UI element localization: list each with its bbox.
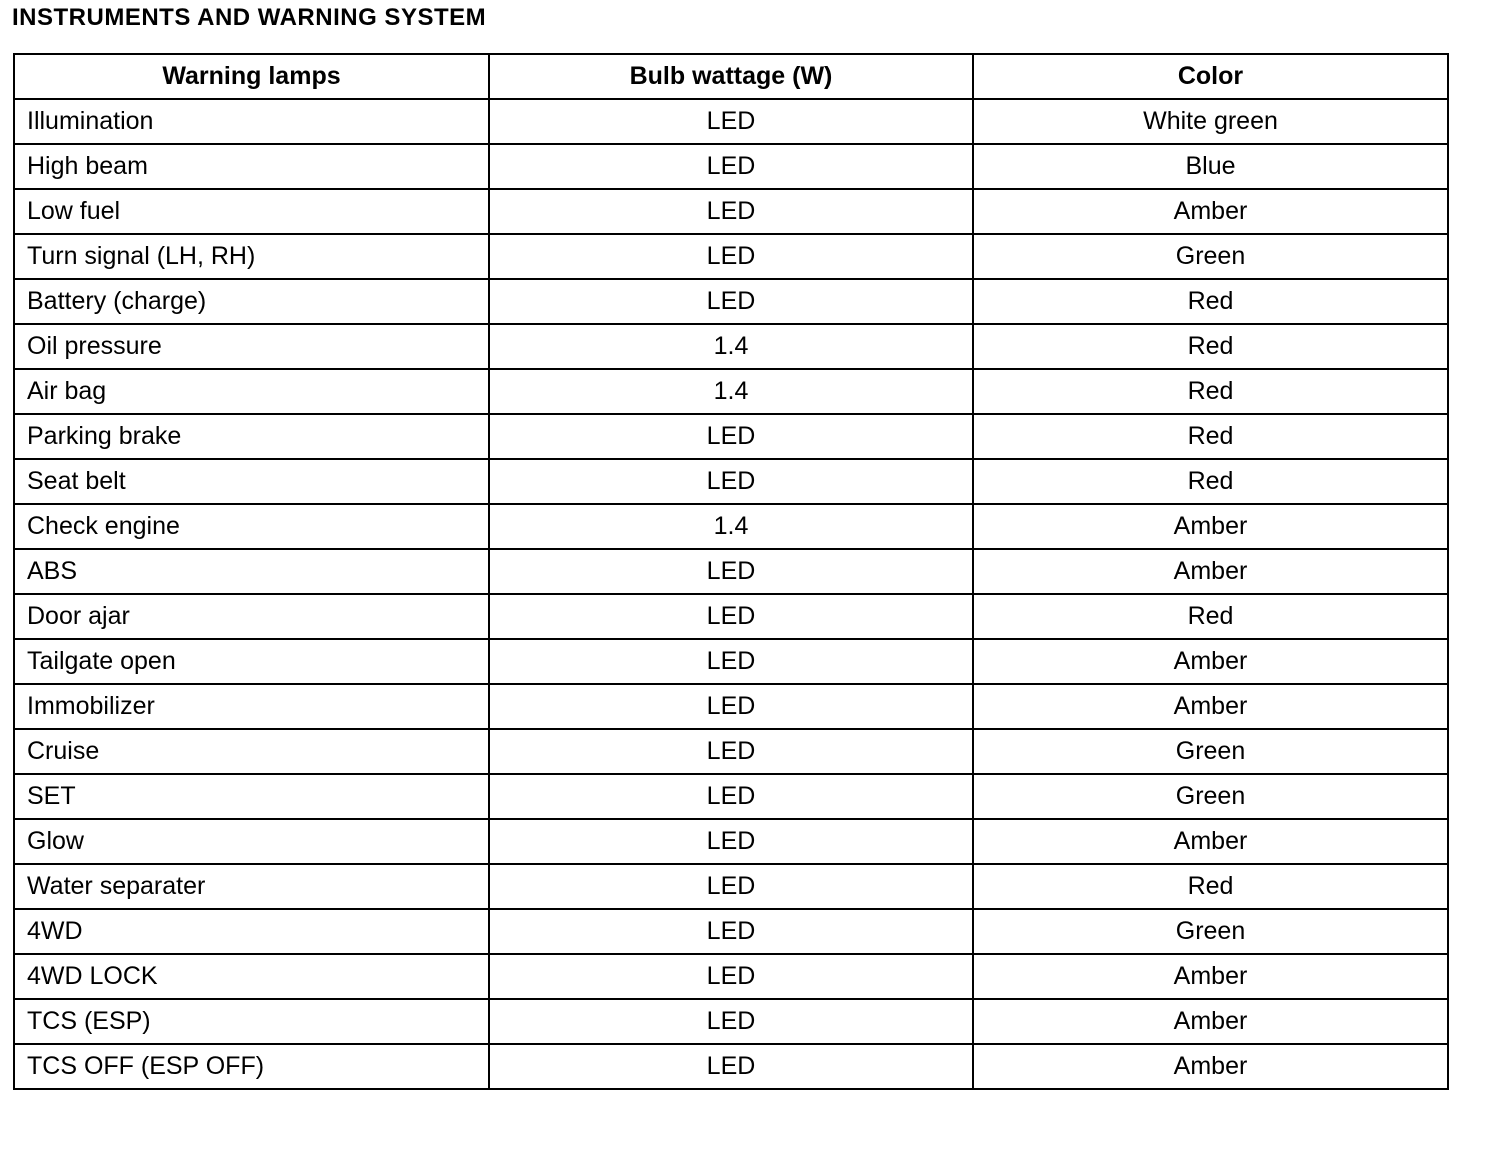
color-cell: Amber [973, 684, 1448, 729]
color-cell: Green [973, 774, 1448, 819]
lamp-name-cell: Water separater [14, 864, 489, 909]
color-cell: White green [973, 99, 1448, 144]
lamp-name-cell: Low fuel [14, 189, 489, 234]
color-cell: Amber [973, 1044, 1448, 1089]
bulb-wattage-cell: LED [489, 639, 973, 684]
lamp-name-cell: Glow [14, 819, 489, 864]
table-row [14, 414, 1448, 459]
bulb-wattage-cell: LED [489, 234, 973, 279]
bulb-wattage-cell: LED [489, 279, 973, 324]
bulb-wattage-cell: LED [489, 594, 973, 639]
color-cell: Amber [973, 954, 1448, 999]
lamp-name-cell: High beam [14, 144, 489, 189]
lamp-name-cell: Check engine [14, 504, 489, 549]
table-row [14, 144, 1448, 189]
table-row [14, 729, 1448, 774]
color-cell: Red [973, 324, 1448, 369]
lamp-name-cell: TCS OFF (ESP OFF) [14, 1044, 489, 1089]
color-cell: Green [973, 234, 1448, 279]
bulb-wattage-cell: LED [489, 774, 973, 819]
table-row [14, 909, 1448, 954]
table-row [14, 684, 1448, 729]
color-cell: Red [973, 279, 1448, 324]
bulb-wattage-cell: LED [489, 729, 973, 774]
lamp-name-cell: Immobilizer [14, 684, 489, 729]
table-row [14, 324, 1448, 369]
table-row [14, 1044, 1448, 1089]
lamp-name-cell: 4WD LOCK [14, 954, 489, 999]
table-row [14, 279, 1448, 324]
lamp-name-cell: Turn signal (LH, RH) [14, 234, 489, 279]
lamp-name-cell: Air bag [14, 369, 489, 414]
lamp-name-cell: Illumination [14, 99, 489, 144]
bulb-wattage-cell: LED [489, 864, 973, 909]
bulb-wattage-cell: LED [489, 99, 973, 144]
lamp-name-cell: Seat belt [14, 459, 489, 504]
bulb-wattage-cell: LED [489, 909, 973, 954]
color-cell: Green [973, 729, 1448, 774]
bulb-wattage-cell: LED [489, 189, 973, 234]
table-row [14, 774, 1448, 819]
color-cell: Amber [973, 639, 1448, 684]
lamp-name-cell: ABS [14, 549, 489, 594]
color-cell: Amber [973, 819, 1448, 864]
table-row [14, 234, 1448, 279]
bulb-wattage-cell: LED [489, 954, 973, 999]
bulb-wattage-cell: LED [489, 1044, 973, 1089]
warning-lamps-table [13, 53, 1449, 1090]
lamp-name-cell: Tailgate open [14, 639, 489, 684]
color-cell: Red [973, 864, 1448, 909]
color-cell: Amber [973, 549, 1448, 594]
color-cell: Red [973, 414, 1448, 459]
table-row [14, 549, 1448, 594]
header-bulb-wattage: Bulb wattage (W) [489, 54, 973, 99]
table-row [14, 639, 1448, 684]
bulb-wattage-cell: LED [489, 144, 973, 189]
color-cell: Blue [973, 144, 1448, 189]
color-cell: Red [973, 369, 1448, 414]
color-cell: Green [973, 909, 1448, 954]
color-cell: Amber [973, 999, 1448, 1044]
bulb-wattage-cell: LED [489, 684, 973, 729]
color-cell: Amber [973, 504, 1448, 549]
table-row [14, 954, 1448, 999]
table-row [14, 999, 1448, 1044]
lamp-name-cell: TCS (ESP) [14, 999, 489, 1044]
color-cell: Red [973, 594, 1448, 639]
header-color: Color [973, 54, 1448, 99]
table-header-row [14, 54, 1448, 99]
page-title: INSTRUMENTS AND WARNING SYSTEM [12, 4, 487, 31]
header-warning-lamps: Warning lamps [14, 54, 489, 99]
lamp-name-cell: Parking brake [14, 414, 489, 459]
bulb-wattage-cell: LED [489, 414, 973, 459]
bulb-wattage-cell: 1.4 [489, 369, 973, 414]
lamp-name-cell: Battery (charge) [14, 279, 489, 324]
lamp-name-cell: Oil pressure [14, 324, 489, 369]
bulb-wattage-cell: 1.4 [489, 504, 973, 549]
lamp-name-cell: 4WD [14, 909, 489, 954]
color-cell: Amber [973, 189, 1448, 234]
lamp-name-cell: Cruise [14, 729, 489, 774]
table-row [14, 459, 1448, 504]
table-row [14, 189, 1448, 234]
bulb-wattage-cell: LED [489, 819, 973, 864]
table-row [14, 864, 1448, 909]
lamp-name-cell: SET [14, 774, 489, 819]
bulb-wattage-cell: LED [489, 549, 973, 594]
table-row [14, 99, 1448, 144]
bulb-wattage-cell: 1.4 [489, 324, 973, 369]
lamp-name-cell: Door ajar [14, 594, 489, 639]
table-row [14, 594, 1448, 639]
table-row [14, 369, 1448, 414]
bulb-wattage-cell: LED [489, 459, 973, 504]
bulb-wattage-cell: LED [489, 999, 973, 1044]
table-row [14, 504, 1448, 549]
color-cell: Red [973, 459, 1448, 504]
table-row [14, 819, 1448, 864]
